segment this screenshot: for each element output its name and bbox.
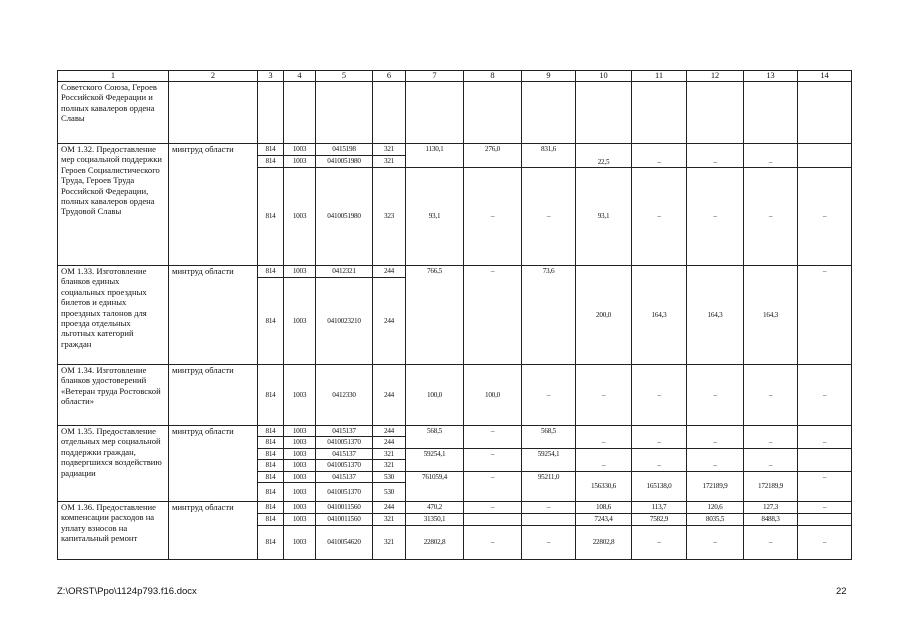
cell: 108,6 <box>576 502 632 514</box>
cell: – <box>464 168 522 266</box>
cell: – <box>687 448 744 471</box>
measure-description: Советского Союза, Героев Российской Федерации и полных кавалеров ордена Славы <box>58 82 169 144</box>
cell: – <box>522 168 576 266</box>
table-row <box>58 502 852 514</box>
cell: 814 <box>258 502 284 514</box>
cell: – <box>464 426 522 449</box>
cell: 568,5 <box>406 426 464 449</box>
cell: 470,2 <box>406 502 464 514</box>
cell: 127,3 <box>744 502 798 514</box>
cell: – <box>798 266 852 365</box>
cell: – <box>464 526 522 560</box>
cell: 831,6 <box>522 144 576 168</box>
cell: 22,5 <box>576 144 632 168</box>
cell: – <box>744 426 798 449</box>
cell: 244 <box>373 502 406 514</box>
cell: 93,1 <box>576 168 632 266</box>
cell: – <box>576 426 632 449</box>
cell: 244 <box>373 426 406 437</box>
cell: 0412321 <box>316 266 373 278</box>
cell: 7243,4 <box>576 514 632 526</box>
cell: – <box>632 426 687 449</box>
cell: 0415137 <box>316 426 373 437</box>
measure-description: ОМ 1.36. Предоставление компенсации расходов на уплату взносов на капитальный ремонт <box>58 502 169 560</box>
cell: 0410051370 <box>316 437 373 448</box>
cell: 1003 <box>284 426 316 437</box>
cell: 321 <box>373 448 406 459</box>
cell: – <box>522 526 576 560</box>
cell: 0412330 <box>316 365 373 426</box>
cell: 814 <box>258 526 284 560</box>
cell: 8035,5 <box>687 514 744 526</box>
cell: 0410051370 <box>316 483 373 502</box>
cell: 165138,0 <box>632 471 687 501</box>
cell: – <box>687 365 744 426</box>
cell: 0410051980 <box>316 156 373 168</box>
cell: 530 <box>373 471 406 482</box>
cell: 31350,1 <box>406 514 464 526</box>
col-header: 5 <box>316 71 373 82</box>
cell: 814 <box>258 460 284 471</box>
col-header: 11 <box>632 71 687 82</box>
cell: – <box>576 448 632 471</box>
table-row <box>58 144 852 156</box>
cell: 321 <box>373 514 406 526</box>
col-header: 6 <box>373 71 406 82</box>
cell: 1003 <box>284 365 316 426</box>
cell: 814 <box>258 483 284 502</box>
program-measures-table <box>57 70 852 560</box>
cell: 1003 <box>284 460 316 471</box>
cell: 0415137 <box>316 448 373 459</box>
cell: 814 <box>258 168 284 266</box>
column-numbers-row <box>58 71 852 82</box>
cell: 321 <box>373 144 406 156</box>
cell: 1003 <box>284 471 316 482</box>
col-header: 13 <box>744 71 798 82</box>
cell: 0410054620 <box>316 526 373 560</box>
cell: 22802,8 <box>406 526 464 560</box>
cell: 1003 <box>284 437 316 448</box>
col-header: 12 <box>687 71 744 82</box>
cell: – <box>522 502 576 514</box>
col-header: 7 <box>406 71 464 82</box>
cell: – <box>798 471 852 501</box>
cell: 59254,1 <box>522 448 576 471</box>
cell: 814 <box>258 144 284 156</box>
cell: – <box>744 168 798 266</box>
cell: – <box>576 365 632 426</box>
cell: 814 <box>258 514 284 526</box>
col-header: 10 <box>576 71 632 82</box>
cell: 22802,8 <box>576 526 632 560</box>
cell: 1003 <box>284 278 316 365</box>
cell: 156330,6 <box>576 471 632 501</box>
cell: – <box>744 365 798 426</box>
cell: 73,6 <box>522 266 576 365</box>
cell: – <box>744 144 798 168</box>
cell: – <box>798 502 852 514</box>
cell: 814 <box>258 437 284 448</box>
cell: 164,3 <box>632 266 687 365</box>
measure-description: ОМ 1.32. Предоставление мер социальной поддержки Героев Социалистического Труда, Героев Труда Российской Федерации, полных кавалеров ордена Трудовой Славы <box>58 144 169 266</box>
cell: – <box>687 526 744 560</box>
col-header: 4 <box>284 71 316 82</box>
table-row <box>58 266 852 278</box>
cell: – <box>687 144 744 168</box>
cell: 1003 <box>284 448 316 459</box>
cell: 1003 <box>284 168 316 266</box>
cell: 568,5 <box>522 426 576 449</box>
cell: 814 <box>258 448 284 459</box>
measure-description: ОМ 1.34. Изготовление бланков удостоверений «Ветеран труда Ростовской области» <box>58 365 169 426</box>
cell: 100,0 <box>464 365 522 426</box>
cell: 244 <box>373 266 406 278</box>
cell: 1003 <box>284 266 316 278</box>
cell: 0410051980 <box>316 168 373 266</box>
cell: – <box>632 526 687 560</box>
col-header: 2 <box>169 71 258 82</box>
cell: 0410023210 <box>316 278 373 365</box>
col-header: 1 <box>58 71 169 82</box>
cell: 172189,9 <box>744 471 798 501</box>
executor: минтруд области <box>169 502 258 560</box>
cell: 814 <box>258 278 284 365</box>
cell: – <box>798 426 852 449</box>
cell: 766,5 <box>406 266 464 365</box>
cell: 323 <box>373 168 406 266</box>
cell: 120,6 <box>687 502 744 514</box>
measure-description: ОМ 1.33. Изготовление бланков единых социальных проездных билетов и единых проездных талонов для проезда отдельных льготных категорий граждан <box>58 266 169 365</box>
cell: 164,3 <box>687 266 744 365</box>
cell: 8488,3 <box>744 514 798 526</box>
cell: – <box>632 448 687 471</box>
executor: минтруд области <box>169 365 258 426</box>
executor: минтруд области <box>169 426 258 502</box>
cell: 93,1 <box>406 168 464 266</box>
cell: 164,3 <box>744 266 798 365</box>
executor: минтруд области <box>169 266 258 365</box>
cell: 244 <box>373 437 406 448</box>
cell: – <box>464 471 522 501</box>
cell: 100,0 <box>406 365 464 426</box>
cell: 1003 <box>284 483 316 502</box>
cell: 1130,1 <box>406 144 464 168</box>
cell: 7582,9 <box>632 514 687 526</box>
measure-description: ОМ 1.35. Предоставление отдельных мер социальной поддержки граждан, подвергшихся воздействию радиации <box>58 426 169 502</box>
cell: 814 <box>258 471 284 482</box>
cell: 1003 <box>284 144 316 156</box>
cell: 814 <box>258 156 284 168</box>
executor: минтруд области <box>169 144 258 266</box>
cell: – <box>632 365 687 426</box>
cell: 0410011560 <box>316 502 373 514</box>
cell: – <box>464 502 522 514</box>
table-row <box>58 426 852 437</box>
cell: 0415198 <box>316 144 373 156</box>
cell: 244 <box>373 365 406 426</box>
cell: – <box>687 168 744 266</box>
cell: 172189,9 <box>687 471 744 501</box>
cell: 814 <box>258 426 284 437</box>
cell: 814 <box>258 365 284 426</box>
cell: – <box>798 526 852 560</box>
cell: – <box>522 365 576 426</box>
table-row <box>58 82 852 144</box>
col-header: 8 <box>464 71 522 82</box>
document-file-path: Z:\ORST\Ppo\1124p793.f16.docx <box>57 586 197 597</box>
cell: 244 <box>373 278 406 365</box>
cell: 200,0 <box>576 266 632 365</box>
cell: 95211,0 <box>522 471 576 501</box>
cell: 814 <box>258 266 284 278</box>
cell: – <box>744 526 798 560</box>
col-header: 9 <box>522 71 576 82</box>
cell: – <box>464 448 522 471</box>
cell: – <box>744 448 798 471</box>
cell: – <box>687 426 744 449</box>
cell: 0410011560 <box>316 514 373 526</box>
table-row <box>58 365 852 426</box>
cell: – <box>798 168 852 266</box>
cell: 321 <box>373 156 406 168</box>
cell: 530 <box>373 483 406 502</box>
cell: 321 <box>373 460 406 471</box>
cell: 321 <box>373 526 406 560</box>
cell: – <box>632 144 687 168</box>
cell: 761059,4 <box>406 471 464 501</box>
cell: – <box>798 365 852 426</box>
cell: 1003 <box>284 514 316 526</box>
cell: 1003 <box>284 156 316 168</box>
cell: 59254,1 <box>406 448 464 471</box>
cell: 276,0 <box>464 144 522 168</box>
col-header: 14 <box>798 71 852 82</box>
cell: 0415137 <box>316 471 373 482</box>
cell: 0410051370 <box>316 460 373 471</box>
cell: – <box>464 266 522 365</box>
col-header: 3 <box>258 71 284 82</box>
cell: 1003 <box>284 502 316 514</box>
cell: 113,7 <box>632 502 687 514</box>
cell: – <box>632 168 687 266</box>
cell: 1003 <box>284 526 316 560</box>
page-number: 22 <box>836 586 847 597</box>
